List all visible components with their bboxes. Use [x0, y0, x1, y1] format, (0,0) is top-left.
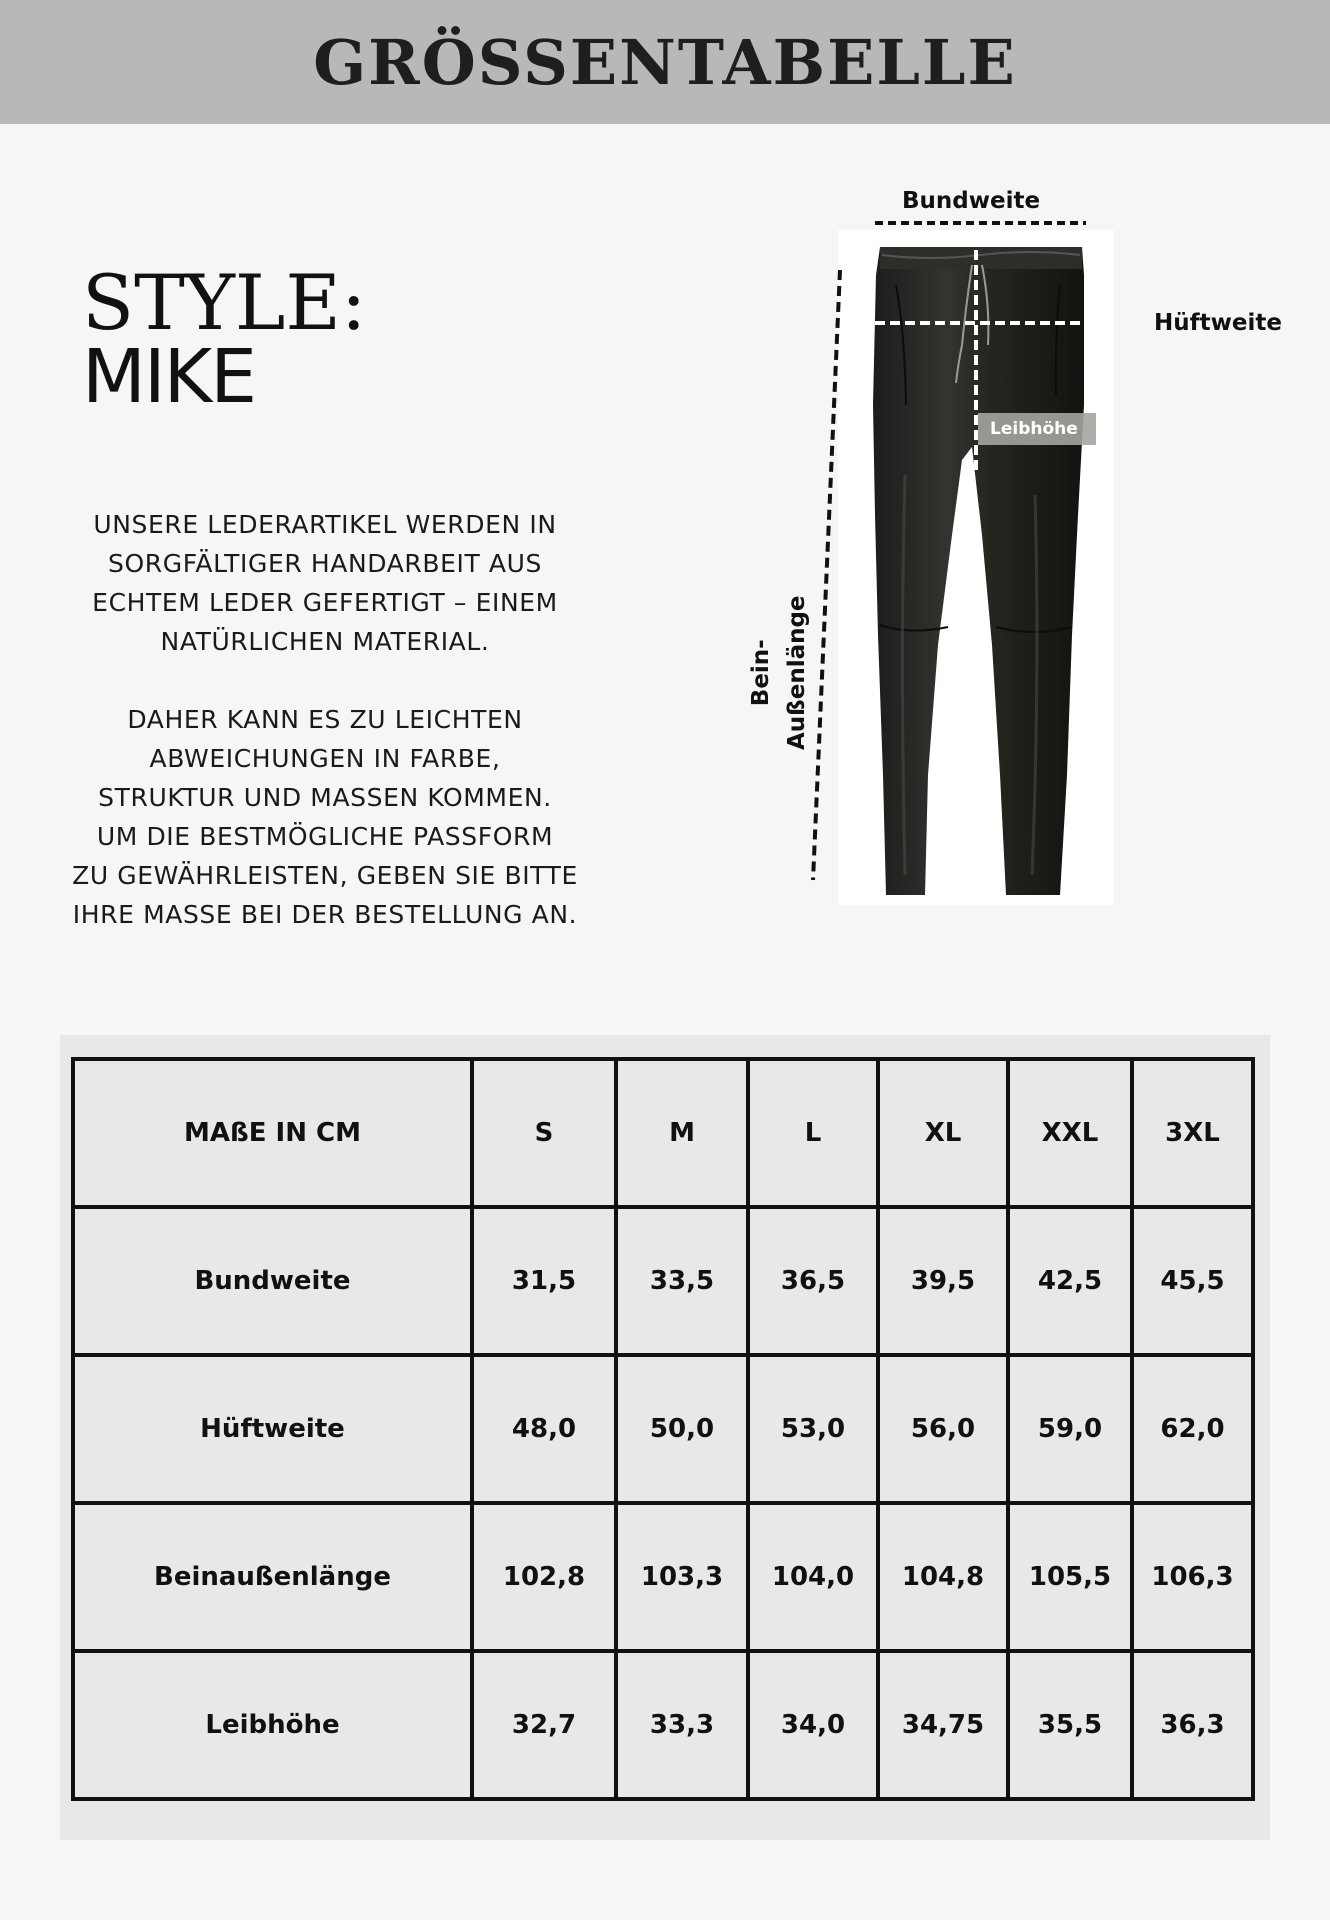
header-cell: XXL: [1008, 1059, 1132, 1207]
trousers-illustration: [700, 175, 1330, 915]
table-cell: 34,0: [748, 1651, 878, 1799]
table-cell: 103,3: [616, 1503, 748, 1651]
table-cell: 45,5: [1132, 1207, 1253, 1355]
style-label: STYLE:: [82, 258, 367, 347]
table-cell: 56,0: [878, 1355, 1008, 1503]
table-cell: 48,0: [472, 1355, 616, 1503]
table-cell: 35,5: [1008, 1651, 1132, 1799]
table-cell: 42,5: [1008, 1207, 1132, 1355]
hueftweite-label: Hüftweite: [1154, 310, 1282, 336]
page-title: GRÖSSENTABELLE: [313, 25, 1017, 99]
table-cell: 102,8: [472, 1503, 616, 1651]
beinaussenlaenge-line: [813, 270, 840, 880]
info-line: UNSERE LEDERARTIKEL WERDEN IN: [93, 510, 557, 539]
table-cell: 106,3: [1132, 1503, 1253, 1651]
info-paragraph-1: [55, 505, 595, 661]
header-cell: XL: [878, 1059, 1008, 1207]
table-cell: 104,8: [878, 1503, 1008, 1651]
table-cell: 36,5: [748, 1207, 878, 1355]
info-line: ABWEICHUNGEN IN FARBE,: [149, 744, 501, 773]
table-row: [73, 1503, 1253, 1651]
row-label: Hüftweite: [73, 1355, 472, 1503]
header-cell: S: [472, 1059, 616, 1207]
info-line: SORGFÄLTIGER HANDARBEIT AUS: [108, 549, 542, 578]
table-cell: 59,0: [1008, 1355, 1132, 1503]
table-cell: 31,5: [472, 1207, 616, 1355]
page-header: [0, 0, 1330, 124]
leibhoehe-label: Leibhöhe: [990, 419, 1078, 439]
beinaussenlaenge-label: Bein- Außenlänge: [748, 595, 810, 750]
table-cell: 104,0: [748, 1503, 878, 1651]
table-row: [73, 1651, 1253, 1799]
table-cell: 33,5: [616, 1207, 748, 1355]
table-row: [73, 1207, 1253, 1355]
row-label: Beinaußenlänge: [73, 1503, 472, 1651]
table-cell: 105,5: [1008, 1503, 1132, 1651]
table-cell: 50,0: [616, 1355, 748, 1503]
header-cell: M: [616, 1059, 748, 1207]
style-title: [82, 258, 367, 420]
table-cell: 39,5: [878, 1207, 1008, 1355]
measurement-diagram: [700, 175, 1330, 915]
info-line: UM DIE BESTMÖGLICHE PASSFORM: [96, 822, 554, 851]
header-cell: MAßE IN CM: [73, 1059, 472, 1207]
bundweite-label: Bundweite: [902, 188, 1041, 214]
style-name: MIKE: [82, 334, 255, 420]
table-cell: 36,3: [1132, 1651, 1253, 1799]
header-cell: 3XL: [1132, 1059, 1253, 1207]
size-table-panel: [60, 1035, 1270, 1840]
info-paragraph-2: [55, 700, 595, 934]
table-row: [73, 1355, 1253, 1503]
info-line: ZU GEWÄHRLEISTEN, GEBEN SIE BITTE: [72, 861, 578, 890]
header-cell: L: [748, 1059, 878, 1207]
info-line: ECHTEM LEDER GEFERTIGT – EINEM: [92, 588, 558, 617]
row-label: Leibhöhe: [73, 1651, 472, 1799]
info-line: IHRE MASSE BEI DER BESTELLUNG AN.: [72, 900, 578, 929]
table-cell: 62,0: [1132, 1355, 1253, 1503]
size-table: [71, 1057, 1255, 1801]
info-line: NATÜRLICHEN MATERIAL.: [160, 627, 490, 656]
table-cell: 53,0: [748, 1355, 878, 1503]
info-line: STRUKTUR UND MASSEN KOMMEN.: [98, 783, 552, 812]
table-cell: 33,3: [616, 1651, 748, 1799]
info-line: DAHER KANN ES ZU LEICHTEN: [127, 705, 523, 734]
table-cell: 34,75: [878, 1651, 1008, 1799]
row-label: Bundweite: [73, 1207, 472, 1355]
table-cell: 32,7: [472, 1651, 616, 1799]
table-header-row: [73, 1059, 1253, 1207]
